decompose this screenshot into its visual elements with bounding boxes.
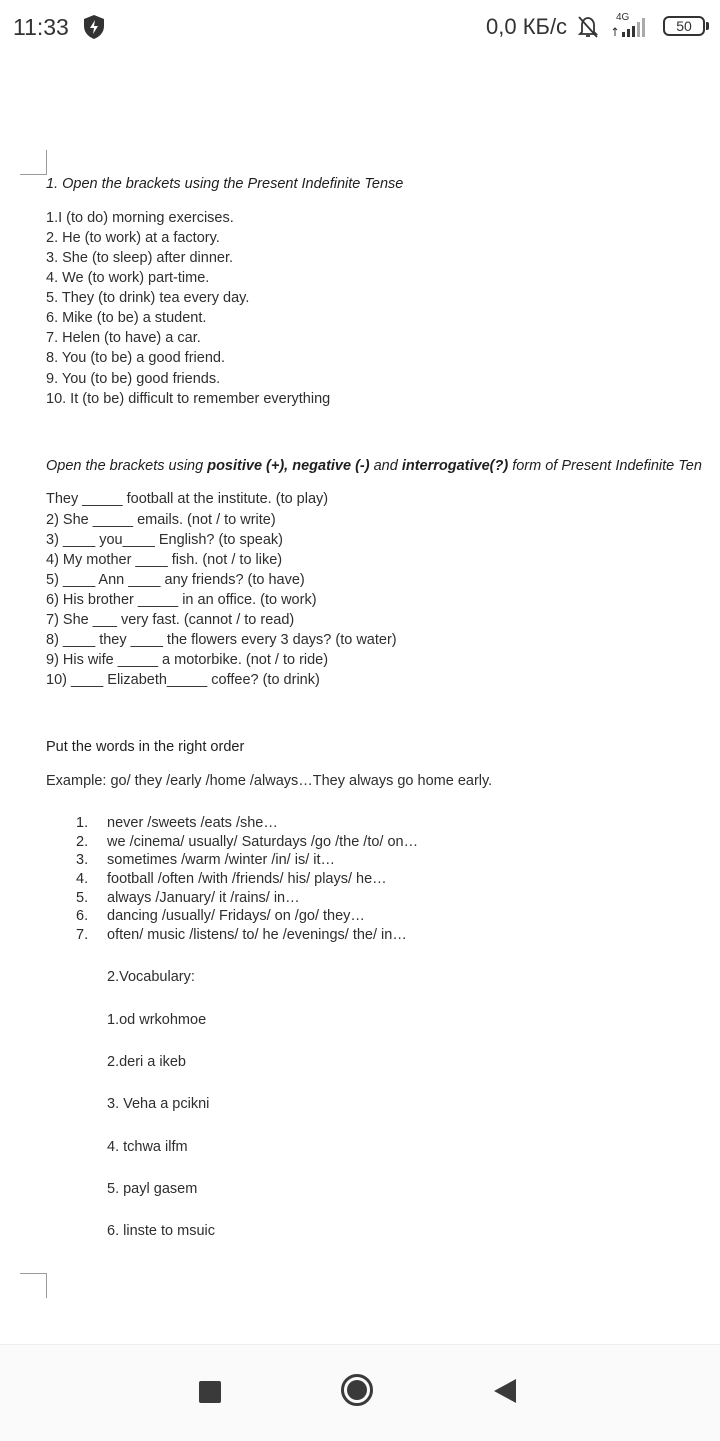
vocabulary-item: 6. linste to msuic: [107, 1223, 215, 1239]
section2-title-positive: positive (+),: [207, 458, 293, 474]
section3-title: Put the words in the right order: [46, 739, 245, 755]
order-item-text: dancing /usually/ Fridays/ on /go/ they…: [107, 908, 365, 924]
section2-title-negative: negative (-): [292, 458, 370, 474]
page-corner-mark: [20, 1273, 47, 1298]
vocabulary-item: 1.od wrkohmoe: [107, 1012, 207, 1028]
section1-item: 6. Mike (to be) a student.: [46, 310, 207, 326]
signal-icon: [612, 12, 652, 40]
section1-item: 1.I (to do) morning exercises.: [46, 210, 234, 226]
order-item-number: 6.: [76, 908, 89, 924]
network-speed: 0,0 КБ/с: [486, 14, 568, 39]
section1-item: 7. Helen (to have) a car.: [46, 330, 201, 346]
shield-icon: [82, 14, 106, 40]
navigation-bar: [0, 1344, 720, 1441]
order-item-number: 3.: [76, 852, 89, 868]
battery-level: 50: [676, 18, 692, 34]
section2-title-and: and: [369, 458, 402, 474]
order-item-number: 1.: [76, 815, 89, 831]
page-corner-mark: [20, 150, 47, 175]
section1-title: 1. Open the brackets using the Present Indefinite Tense: [46, 176, 404, 192]
order-item-text: football /often /with /friends/ his/ plays/ he…: [107, 871, 387, 887]
recent-apps-icon[interactable]: [199, 1381, 221, 1403]
vocabulary-item: 5. payl gasem: [107, 1181, 198, 1197]
section2-item: 2) She _____ emails. (not / to write): [46, 512, 276, 528]
section1-item: 2. He (to work) at a factory.: [46, 230, 220, 246]
bell-muted-icon: [576, 14, 600, 40]
order-item-number: 4.: [76, 871, 89, 887]
section1-item: 8. You (to be) a good friend.: [46, 350, 225, 366]
order-item-number: 5.: [76, 890, 89, 906]
battery-icon: [663, 16, 705, 36]
vocabulary-title: 2.Vocabulary:: [107, 969, 195, 985]
section1-item: 9. You (to be) good friends.: [46, 371, 221, 387]
section1-item: 4. We (to work) part-time.: [46, 270, 210, 286]
status-time: 11:33: [13, 14, 69, 40]
section2-title-pre: Open the brackets using: [46, 458, 208, 474]
battery-tip: [706, 22, 709, 30]
status-bar: [0, 0, 720, 56]
order-item-number: 7.: [76, 927, 89, 943]
order-item-number: 2.: [76, 834, 89, 850]
section2-title-post: form of Present Indefinite Ten: [508, 458, 702, 474]
section2-item: 10) ____ Elizabeth_____ coffee? (to drink): [46, 672, 320, 688]
section3-example: Example: go/ they /early /home /always…They always go home early.: [46, 773, 493, 789]
order-item-text: always /January/ it /rains/ in…: [107, 890, 300, 906]
section2-item: 7) She ___ very fast. (cannot / to read): [46, 612, 295, 628]
order-item-text: often/ music /listens/ to/ he /evenings/ the/ in…: [107, 927, 407, 943]
network-type: 4G: [616, 12, 630, 23]
order-item-text: sometimes /warm /winter /in/ is/ it…: [107, 852, 336, 868]
section2-item: 3) ____ you____ English? (to speak): [46, 532, 283, 548]
section1-item: 10. It (to be) difficult to remember everything: [46, 391, 331, 407]
home-icon[interactable]: [341, 1374, 373, 1406]
section1-item: 3. She (to sleep) after dinner.: [46, 250, 233, 266]
back-icon[interactable]: [494, 1379, 516, 1403]
order-item-text: we /cinema/ usually/ Saturdays /go /the /to/ on…: [107, 834, 419, 850]
section2-item: 5) ____ Ann ____ any friends? (to have): [46, 572, 305, 588]
section1-item: 5. They (to drink) tea every day.: [46, 290, 250, 306]
section2-item: They _____ football at the institute. (to play): [46, 491, 329, 507]
vocabulary-item: 2.deri a ikeb: [107, 1054, 186, 1070]
vocabulary-item: 3. Veha a pcikni: [107, 1096, 210, 1112]
section2-item: 9) His wife _____ a motorbike. (not / to ride): [46, 652, 329, 668]
section2-item: 4) My mother ____ fish. (not / to like): [46, 552, 283, 568]
vocabulary-item: 4. tchwa ilfm: [107, 1139, 188, 1155]
section2-title-interrogative: interrogative(?): [401, 458, 509, 474]
section2-item: 6) His brother _____ in an office. (to work): [46, 592, 317, 608]
order-item-text: never /sweets /eats /she…: [107, 815, 278, 831]
section2-item: 8) ____ they ____ the flowers every 3 days? (to water): [46, 632, 397, 648]
section2-title: [46, 458, 702, 474]
